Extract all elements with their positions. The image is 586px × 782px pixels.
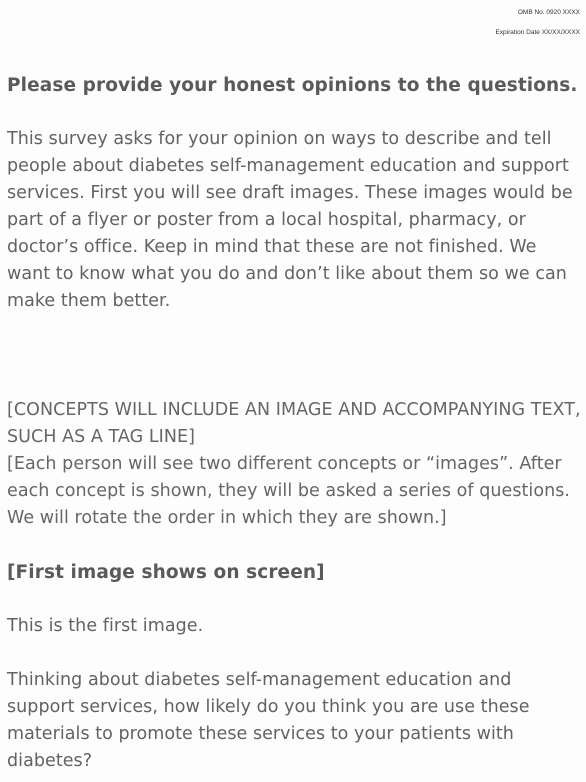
expiration-date: Expiration Date XX/XX/XXXX — [495, 29, 580, 36]
survey-intro-paragraph: This survey asks for your opinion on ways to describe and tell people about diabetes self-management education and support services. First you will see draft images. These images would be part of a flyer or poster from a local hospital, pharmacy, or doctor’s office. Keep in mind that these are not finished. We want to know what you do and don’t like about them so we can make them better. — [7, 129, 573, 311]
first-image-text: This is the first image. — [7, 616, 204, 636]
survey-question: Thinking about diabetes self-management education and support services, how likely do you think you are use these materials to promote these services to your patients with diabetes? — [7, 670, 530, 771]
rotation-note: [Each person will see two different concepts or “images”. After each concept is shown, they will be asked a series of questions. We will rotate the order in which they are shown.] — [7, 454, 571, 528]
concepts-note: [CONCEPTS WILL INCLUDE AN IMAGE AND ACCOMPANYING TEXT, SUCH AS A TAG LINE] — [7, 400, 581, 447]
first-image-heading: [First image shows on screen] — [7, 562, 325, 583]
omb-number: OMB No. 0920 XXXX — [517, 9, 580, 16]
instructions-heading: Please provide your honest opinions to the questions. — [7, 75, 578, 96]
